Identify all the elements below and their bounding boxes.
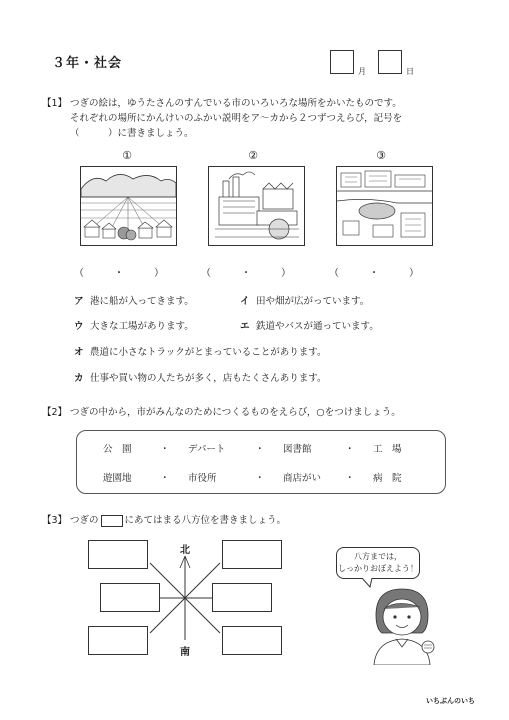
direction-answer-southeast[interactable] bbox=[222, 626, 282, 655]
choice-u-text: 大きな工場があります。 bbox=[90, 321, 194, 332]
month-label: 月 bbox=[358, 67, 366, 76]
word-park[interactable]: 公 園 bbox=[103, 444, 132, 455]
choice-a bbox=[74, 294, 194, 309]
compass-south-label: 南 bbox=[180, 647, 190, 658]
q3-instruction-post: にあてはまる八方位を書きましょう。 bbox=[124, 515, 287, 526]
direction-answer-northwest[interactable] bbox=[88, 540, 148, 569]
choice-ka-text: 仕事や買い物の人たちが多く，店もたくさんあります。 bbox=[90, 373, 327, 384]
q1-instruction-line2: それぞれの場所にかんけいのふかい説明をア～カから２つずつえらび，記号を bbox=[70, 113, 403, 124]
q3-instruction bbox=[70, 513, 286, 528]
word-separator: ・ bbox=[345, 444, 355, 455]
q3-instruction-pre: つぎの bbox=[70, 515, 99, 526]
choice-e-text: 鉄道やバスが通っています。 bbox=[256, 321, 379, 332]
direction-answer-northeast[interactable] bbox=[222, 540, 282, 569]
direction-answer-east[interactable] bbox=[212, 583, 272, 612]
speech-bubble-line1: 八方までは， bbox=[354, 552, 402, 561]
choice-o-letter: オ bbox=[74, 347, 84, 358]
speech-bubble-line2: しっかりおぼえよう！ bbox=[338, 564, 418, 573]
word-separator: ・ bbox=[255, 473, 265, 484]
choice-i bbox=[240, 294, 369, 309]
choice-u-letter: ウ bbox=[74, 321, 84, 332]
q2-word-box bbox=[76, 430, 446, 494]
choice-a-text: 港に船が入ってきます。 bbox=[90, 296, 194, 307]
farmland-illustration bbox=[81, 167, 176, 245]
word-separator: ・ bbox=[255, 444, 265, 455]
word-shopping-street[interactable]: 商店がい bbox=[283, 473, 322, 484]
picture-3-town bbox=[336, 166, 433, 246]
word-amusement-park[interactable]: 遊園地 bbox=[103, 473, 132, 484]
word-city-hall[interactable]: 市役所 bbox=[188, 473, 217, 484]
word-separator: ・ bbox=[160, 444, 170, 455]
picture-3-number: ③ bbox=[376, 149, 386, 162]
word-library[interactable]: 図書館 bbox=[283, 444, 312, 455]
q1-instruction-line1: つぎの絵は，ゆうたさんのすんでいる市のいろいろな場所をかいたものです。 bbox=[70, 98, 402, 109]
page-title: ３年・社会 bbox=[52, 56, 123, 71]
q2-instruction: つぎの中から，市がみんなのためにつくるものをえらび，○をつけましょう。 bbox=[70, 407, 401, 418]
picture-1-number: ① bbox=[122, 149, 132, 162]
direction-answer-southwest[interactable] bbox=[88, 626, 148, 655]
day-input-box[interactable] bbox=[378, 50, 402, 74]
picture-2-factory bbox=[208, 166, 305, 246]
choice-a-letter: ア bbox=[74, 296, 84, 307]
factory-illustration bbox=[209, 167, 304, 245]
compass-north-label: 北 bbox=[180, 545, 190, 556]
choice-u bbox=[74, 319, 194, 334]
month-input-box[interactable] bbox=[330, 50, 354, 74]
word-department-store[interactable]: デパート bbox=[188, 444, 226, 455]
choice-o-text: 農道に小さなトラックがとまっていることがあります。 bbox=[90, 347, 327, 358]
word-separator: ・ bbox=[345, 473, 355, 484]
q3-inline-box bbox=[101, 515, 123, 527]
picture-2-number: ② bbox=[248, 149, 258, 162]
direction-answer-west[interactable] bbox=[100, 583, 160, 612]
word-factory[interactable]: 工 場 bbox=[373, 444, 402, 455]
q1-number: 【1】 bbox=[42, 98, 68, 109]
picture-1-farmland bbox=[80, 166, 177, 246]
word-separator: ・ bbox=[160, 473, 170, 484]
speech-bubble bbox=[336, 547, 420, 579]
footer-brand: いちぶんのいち bbox=[426, 697, 475, 705]
girl-illustration bbox=[362, 585, 442, 665]
day-label: 日 bbox=[406, 67, 414, 76]
choice-o bbox=[74, 345, 327, 360]
picture-2-answer[interactable]: （ ・ ） bbox=[201, 268, 291, 279]
choice-i-letter: イ bbox=[240, 296, 250, 307]
choice-ka-letter: カ bbox=[74, 373, 84, 384]
choice-e bbox=[240, 319, 379, 334]
choice-i-text: 田や畑が広がっています。 bbox=[256, 296, 370, 307]
q1-instruction-line3: （ ）に書きましょう。 bbox=[70, 128, 194, 139]
q3-number: 【3】 bbox=[42, 515, 68, 526]
choice-ka bbox=[74, 371, 327, 386]
picture-3-answer[interactable]: （ ・ ） bbox=[329, 268, 419, 279]
q2-number: 【2】 bbox=[42, 407, 68, 418]
word-hospital[interactable]: 病 院 bbox=[373, 473, 402, 484]
picture-1-answer[interactable]: （ ・ ） bbox=[74, 268, 164, 279]
town-illustration bbox=[337, 167, 432, 245]
choice-e-letter: エ bbox=[240, 321, 250, 332]
